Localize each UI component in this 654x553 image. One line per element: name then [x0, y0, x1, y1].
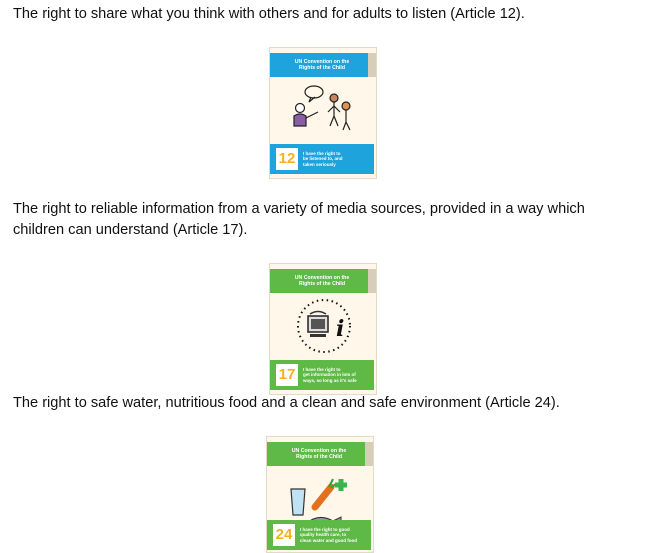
- card-footer: [270, 360, 374, 390]
- svg-text:i: i: [336, 316, 345, 342]
- article-24-text: The right to safe water, nutritious food and a clean and safe environment (Article 24).: [13, 395, 560, 411]
- speech-people-icon: [278, 80, 370, 142]
- article-12-text: The right to share what you think with others and for adults to listen (Article 12).: [13, 6, 525, 22]
- article-17-text-line2: children can understand (Article 17).: [13, 222, 248, 238]
- article-17-card: [269, 263, 377, 395]
- card-header: UN Convention on the Rights of the Child: [267, 442, 371, 466]
- card-header: UN Convention on the Rights of the Child: [270, 269, 374, 293]
- card-caption: I have the right to good quality health care, to clean water and good food: [300, 526, 358, 543]
- information-icon: [278, 296, 370, 358]
- card-caption: I have the right to get information in lots of ways, so long as it's safe: [303, 366, 357, 383]
- card-footer: [267, 520, 371, 550]
- article-17-text-line1: The right to reliable information from a variety of media sources, provided in a way which: [13, 201, 585, 217]
- article-number: 17: [276, 364, 298, 386]
- article-24-card: [266, 436, 374, 553]
- card-footer: [270, 144, 374, 174]
- article-number: 12: [276, 148, 298, 170]
- article-number: 24: [273, 524, 295, 546]
- card-caption: I have the right to be listened to, and taken seriously: [303, 150, 343, 167]
- card-header: UN Convention on the Rights of the Child: [270, 53, 374, 77]
- article-12-card: [269, 47, 377, 179]
